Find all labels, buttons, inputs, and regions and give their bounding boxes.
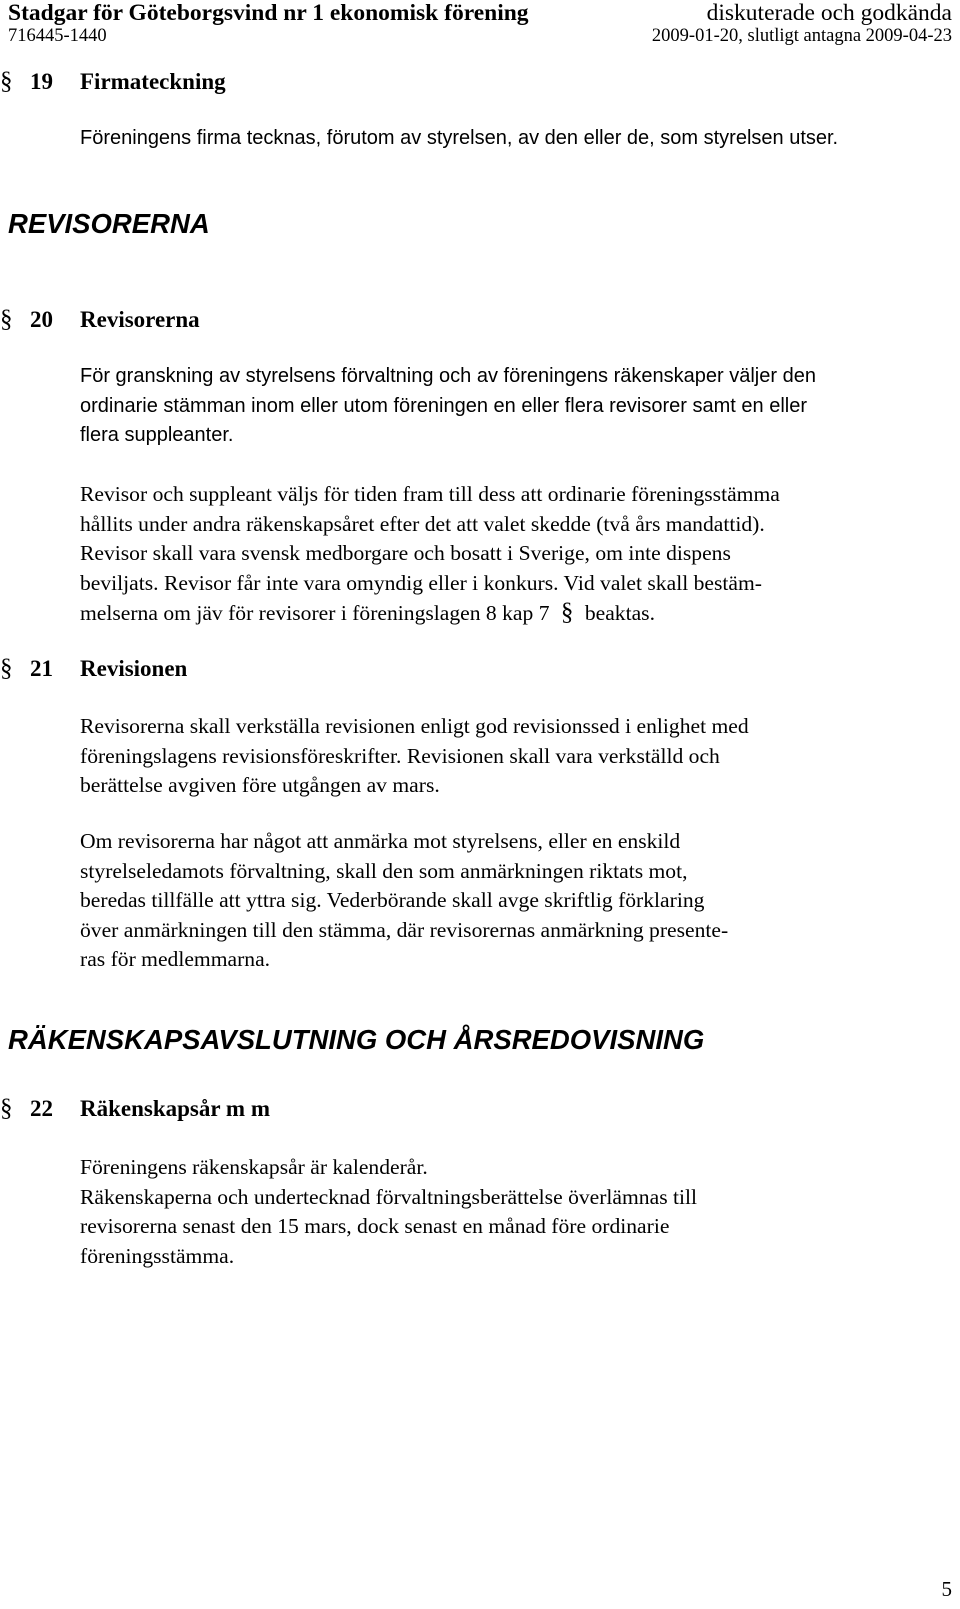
section-22-paragraph: Föreningens räkenskapsår är kalenderår. Räkenskaperna och undertecknad förvaltningsberättelse överlämnas till revisorerna senast den 15 mars, dock senast en månad före ordinarie föreningsstämma. — [80, 1155, 697, 1268]
section-title: Räkenskapsår m m — [80, 1096, 270, 1121]
section-number: 22 — [30, 1096, 53, 1121]
section-20-paragraph-2: Revisor och suppleant väljs för tiden fram till dess att ordinarie föreningsstämma hållits under andra räkenskapsåret efter det att valet skedde (två års mandattid). Revisor skall vara svensk medborgare och bosatt i Sverige, om inte dispens beviljats. Revisor får inte vara omyndig eller i konkurs. Vid valet skall bestäm- melserna om jäv för revisorer i föreningslagen 8 kap 7 § beaktas. — [80, 480, 955, 629]
page-header-top — [8, 0, 952, 27]
chapter-heading-rakenskapsavslutning: RÄKENSKAPSAVSLUTNING OCH ÅRSREDOVISNING — [8, 1024, 705, 1055]
section-22-heading — [0, 1095, 270, 1123]
approval-status: diskuterade och godkända — [706, 0, 952, 26]
section-21-paragraph-2: Om revisorerna har något att anmärka mot styrelsens, eller en enskild styrelseledamots förvaltning, skall den som anmärkningen riktats mot, beredas tillfälle att yttra sig. Vederbörande skall avge skriftlig förklaring över anmärkningen till den stämma, där revisorernas anmärkning presente- ras för medlemmarna. — [80, 829, 729, 972]
org-name: Stadgar för Göteborgsvind nr 1 ekonomisk förening — [8, 0, 529, 26]
section-mark: § — [0, 68, 13, 95]
section-number: 20 — [30, 307, 53, 332]
section-19-paragraph: Föreningens firma tecknas, förutom av styrelsen, av den eller de, som styrelsen utser. — [80, 127, 839, 149]
section-mark: § — [0, 1095, 13, 1122]
section-mark: § — [560, 599, 574, 627]
section-20-heading — [0, 306, 200, 334]
chapter-heading-revisorerna: REVISORERNA — [8, 208, 210, 239]
section-20-paragraph-1: För granskning av styrelsens förvaltning och av föreningens räkenskaper väljer den ordinarie stämman inom eller utom föreningen en eller flera revisorer samt en eller flera suppleanter. — [80, 365, 816, 447]
section-title: Revisorerna — [80, 307, 200, 332]
org-number: 716445-1440 — [8, 26, 107, 46]
section-mark: § — [0, 306, 13, 333]
section-number: 19 — [30, 69, 53, 94]
section-title: Revisionen — [80, 656, 188, 681]
section-mark: § — [0, 655, 13, 682]
section-number: 21 — [30, 656, 53, 681]
approval-dates: 2009-01-20, slutligt antagna 2009-04-23 — [651, 26, 952, 46]
section-title: Firmateckning — [80, 69, 226, 94]
page-header-bottom — [8, 26, 952, 47]
section-21-paragraph-1: Revisorerna skall verkställa revisionen enligt god revisionssed i enlighet med föreningslagens revisionsföreskrifter. Revisionen skall vara verkställd och berättelse avgiven före utgången av mars. — [80, 714, 749, 798]
last-line: melserna om jäv för revisorer i föreningslagen 8 kap 7 § beaktas. — [80, 599, 655, 627]
page-number: 5 — [941, 1577, 952, 1601]
section-19-heading — [0, 68, 226, 96]
section-21-heading — [0, 655, 187, 683]
